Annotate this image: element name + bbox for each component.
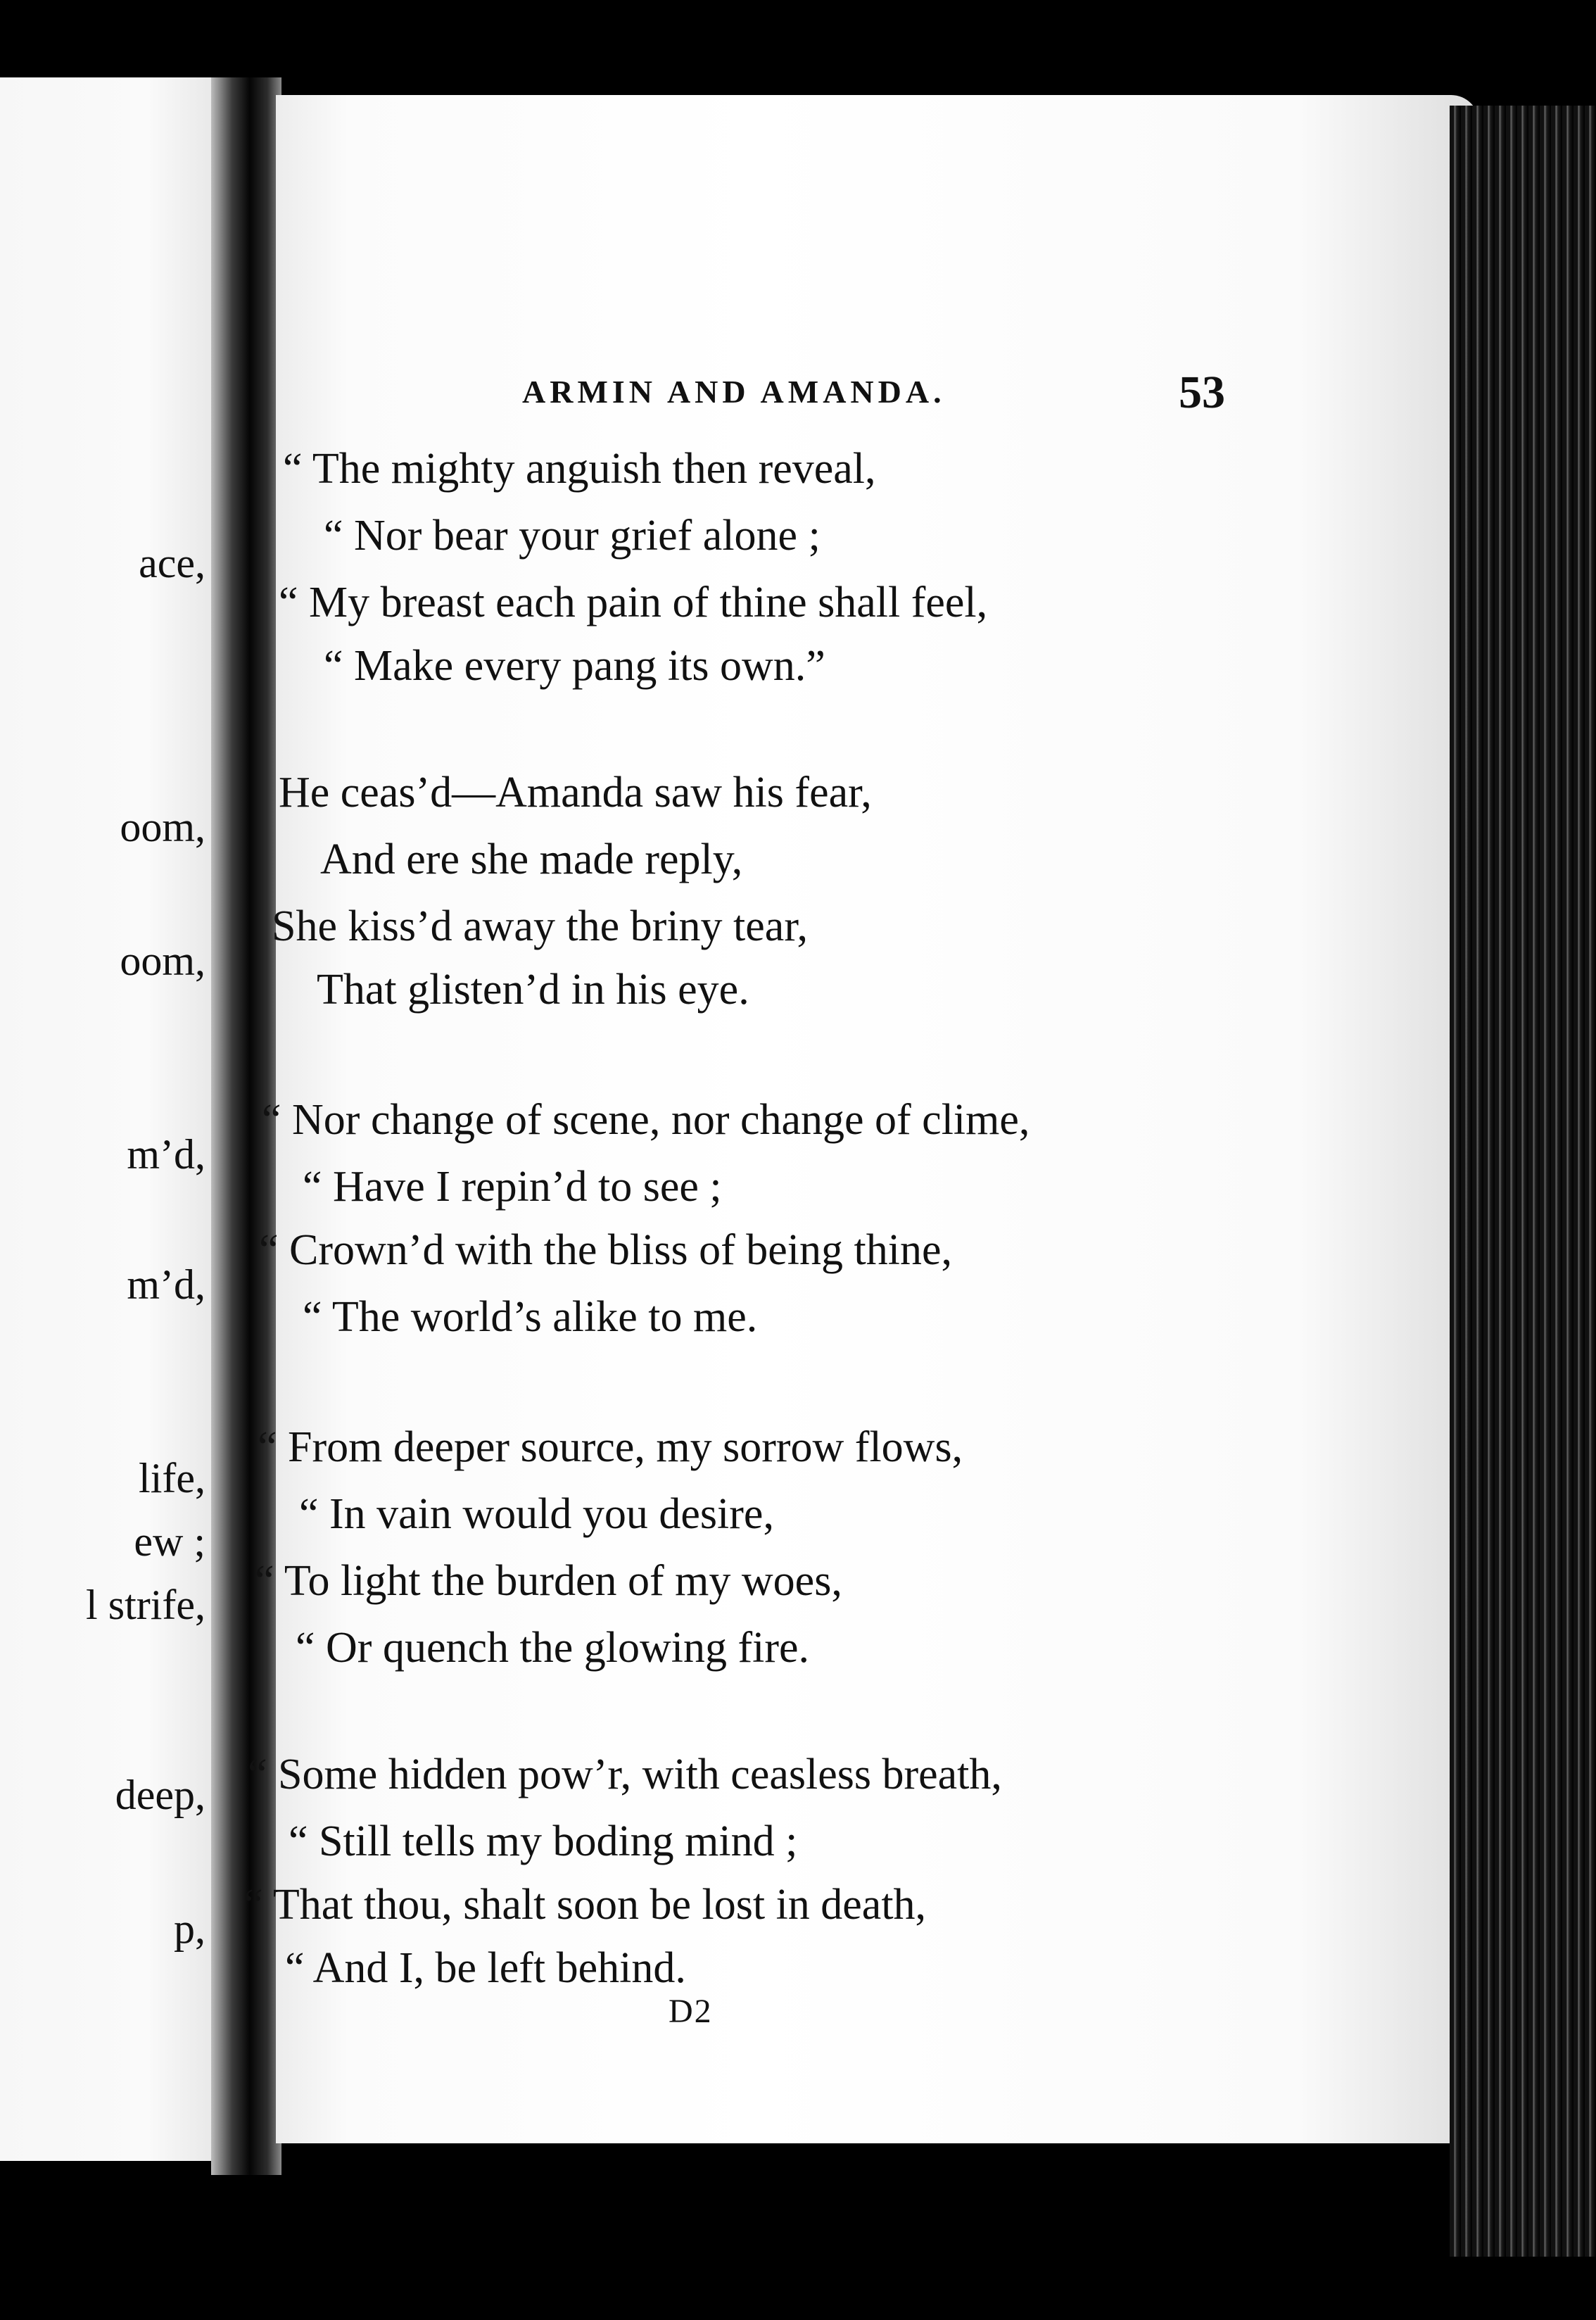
facing-page-line: m’d, bbox=[127, 1131, 205, 1178]
page-number: 53 bbox=[1179, 367, 1225, 418]
verse-line: “ That thou, shalt soon be lost in death, bbox=[243, 1881, 927, 1929]
scan-border-top bbox=[0, 0, 1596, 77]
verse-line: That glisten’d in his eye. bbox=[317, 966, 749, 1014]
verse-line: “ Still tells my boding mind ; bbox=[289, 1817, 798, 1865]
verse-line: “ Make every pang its own.” bbox=[324, 642, 825, 690]
verse-line: “ The mighty anguish then reveal, bbox=[283, 445, 876, 493]
verse-line: “ Nor bear your grief alone ; bbox=[324, 512, 821, 560]
running-head: ARMIN AND AMANDA. bbox=[522, 374, 946, 410]
verse-line: “ Some hidden pow’r, with ceasless breath, bbox=[248, 1751, 1002, 1798]
verse-line: “ And I, be left behind. bbox=[285, 1944, 686, 1992]
verse-line: “ The world’s alike to me. bbox=[303, 1293, 758, 1341]
facing-page-line: oom, bbox=[120, 804, 205, 850]
facing-page-line: life, bbox=[139, 1455, 205, 1501]
facing-page-line: deep, bbox=[115, 1772, 205, 1818]
verse-line: “ In vain would you desire, bbox=[299, 1490, 774, 1538]
facing-page bbox=[0, 77, 211, 2161]
page-edges bbox=[1450, 106, 1596, 2259]
facing-page-line: ew ; bbox=[134, 1518, 205, 1565]
verse-line: “ From deeper source, my sorrow flows, bbox=[258, 1423, 963, 1471]
verse-line: “ Nor change of scene, nor change of clime, bbox=[262, 1096, 1030, 1144]
facing-page-line: m’d, bbox=[127, 1261, 205, 1308]
facing-page-line: oom, bbox=[120, 938, 205, 984]
verse-line: “ Crown’d with the bliss of being thine, bbox=[259, 1226, 952, 1274]
facing-page-line: l strife, bbox=[86, 1582, 205, 1628]
signature-mark: D2 bbox=[669, 1993, 713, 2030]
verse-line: “ To light the burden of my woes, bbox=[255, 1557, 842, 1605]
scan-border-bottom bbox=[0, 2257, 1596, 2320]
facing-page-line: p, bbox=[174, 1905, 205, 1952]
verse-line: She kiss’d away the briny tear, bbox=[272, 902, 808, 950]
verse-line: “ Or quench the glowing fire. bbox=[296, 1624, 809, 1672]
facing-page-line: ace, bbox=[139, 540, 205, 586]
verse-line: He ceas’d—Amanda saw his fear, bbox=[279, 769, 872, 817]
verse-line: “ My breast each pain of thine shall feel, bbox=[279, 579, 988, 626]
verse-line: And ere she made reply, bbox=[320, 836, 743, 883]
verse-line: “ Have I repin’d to see ; bbox=[303, 1163, 722, 1211]
